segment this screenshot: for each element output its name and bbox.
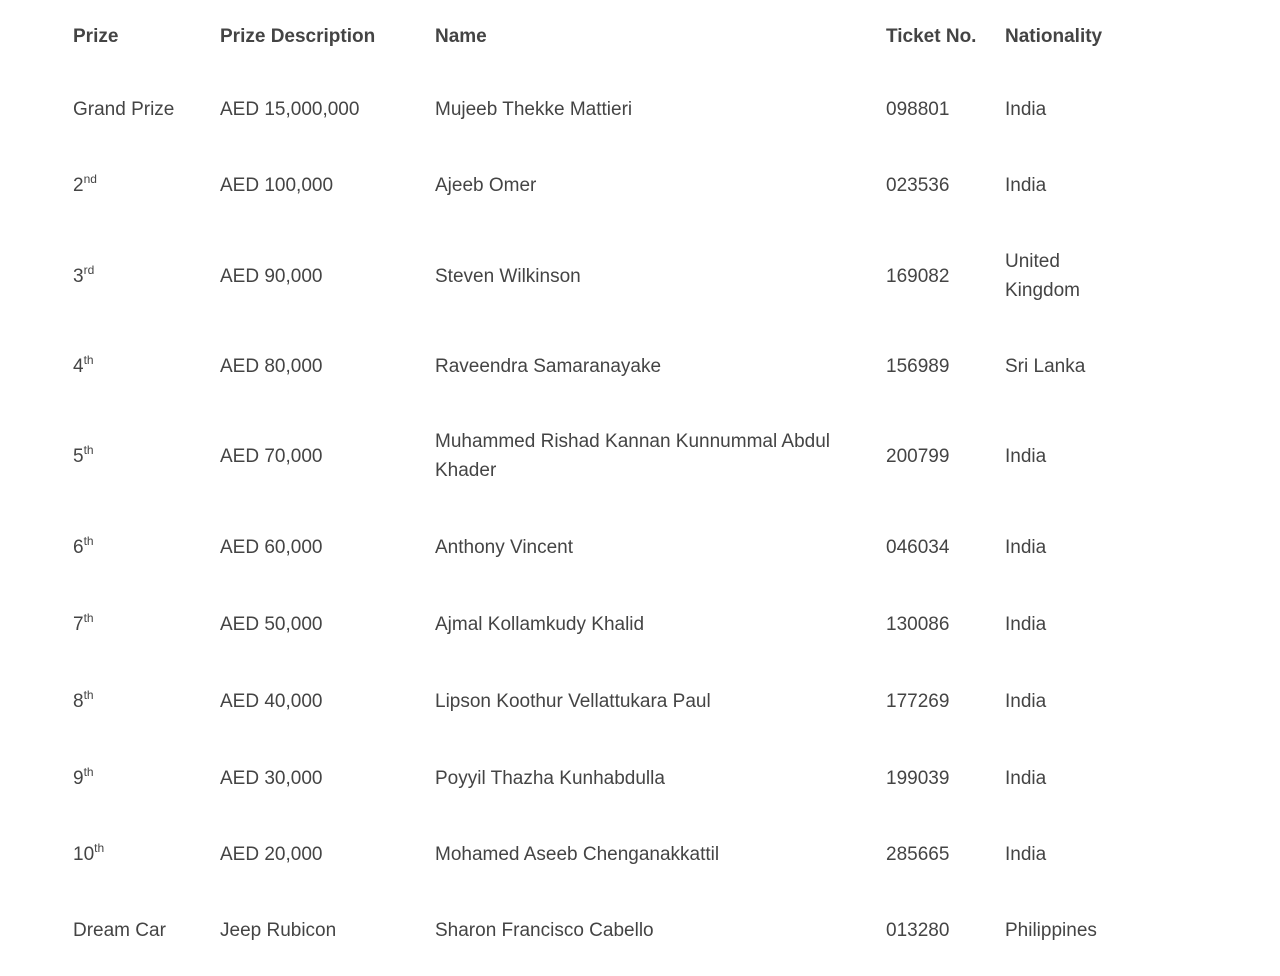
- ticket-cell: 177269: [886, 690, 950, 712]
- prize-cell: 3rd: [73, 262, 95, 287]
- description-cell: AED 60,000: [220, 536, 323, 558]
- name-cell: Raveendra Samaranayake: [435, 355, 662, 377]
- nationality-cell: India: [1005, 445, 1047, 467]
- nationality-cell: India: [1005, 767, 1047, 789]
- ticket-cell: 285665: [886, 843, 950, 865]
- prize-cell: Grand Prize: [73, 98, 175, 120]
- nationality-cell: India: [1005, 174, 1047, 196]
- description-cell: Jeep Rubicon: [220, 919, 337, 941]
- nationality-cell: India: [1005, 536, 1047, 558]
- prize-cell: 7th: [73, 610, 94, 635]
- prize-cell: 2nd: [73, 171, 97, 196]
- description-cell: AED 100,000: [220, 174, 334, 196]
- description-cell: AED 20,000: [220, 843, 323, 865]
- table-header-row: [0, 0, 1280, 72]
- description-cell: AED 90,000: [220, 265, 323, 287]
- prize-cell: 6th: [73, 533, 94, 558]
- prize-cell: 5th: [73, 442, 94, 467]
- prize-cell: 8th: [73, 687, 94, 712]
- name-cell: Steven Wilkinson: [435, 265, 581, 287]
- table-row: [0, 72, 1280, 146]
- name-cell: Sharon Francisco Cabello: [435, 919, 654, 941]
- table-row: [0, 662, 1280, 740]
- header-prize-description: Prize Description: [220, 25, 376, 47]
- nationality-cell: Philippines: [1005, 919, 1097, 941]
- name-cell: Ajmal Kollamkudy Khalid: [435, 613, 645, 635]
- prize-cell: Dream Car: [73, 919, 166, 941]
- name-cell: Mujeeb Thekke Mattieri: [435, 98, 633, 120]
- prize-cell: 10th: [73, 840, 105, 865]
- description-cell: AED 15,000,000: [220, 98, 360, 120]
- name-cell: Lipson Koothur Vellattukara Paul: [435, 690, 711, 712]
- table-row: [0, 404, 1280, 508]
- ticket-cell: 130086: [886, 613, 950, 635]
- description-cell: AED 80,000: [220, 355, 323, 377]
- table-row: [0, 508, 1280, 586]
- name-cell: Ajeeb Omer: [435, 174, 537, 196]
- nationality-cell: India: [1005, 613, 1047, 635]
- table-row: [0, 892, 1280, 968]
- ticket-cell: 098801: [886, 98, 950, 120]
- header-name: Name: [435, 25, 487, 47]
- name-cell: Mohamed Aseeb Chenganakkattil: [435, 843, 720, 865]
- nationality-cell: Sri Lanka: [1005, 355, 1086, 377]
- prize-cell: 9th: [73, 764, 94, 789]
- name-cell: Muhammed Rishad Kannan Kunnummal Abdul Khader: [435, 431, 831, 481]
- ticket-cell: 023536: [886, 174, 950, 196]
- header-nationality: Nationality: [1005, 25, 1103, 47]
- description-cell: AED 40,000: [220, 690, 323, 712]
- ticket-cell: 046034: [886, 536, 950, 558]
- description-cell: AED 70,000: [220, 445, 323, 467]
- prize-cell: 4th: [73, 352, 94, 377]
- name-cell: Poyyil Thazha Kunhabdulla: [435, 767, 665, 789]
- table-row: [0, 740, 1280, 816]
- nationality-cell: India: [1005, 690, 1047, 712]
- header-prize: Prize: [73, 25, 119, 47]
- description-cell: AED 50,000: [220, 613, 323, 635]
- ticket-cell: 169082: [886, 265, 950, 287]
- ticket-cell: 156989: [886, 355, 950, 377]
- nationality-cell: India: [1005, 843, 1047, 865]
- table-row: [0, 146, 1280, 224]
- nationality-cell: United Kingdom: [1005, 251, 1080, 301]
- ticket-cell: 200799: [886, 445, 950, 467]
- ticket-cell: 199039: [886, 767, 950, 789]
- ticket-cell: 013280: [886, 919, 950, 941]
- nationality-cell: India: [1005, 98, 1047, 120]
- table-row: [0, 816, 1280, 892]
- table-row: [0, 586, 1280, 662]
- description-cell: AED 30,000: [220, 767, 323, 789]
- name-cell: Anthony Vincent: [435, 536, 574, 558]
- table-row: [0, 328, 1280, 404]
- table-row: [0, 224, 1280, 328]
- header-ticket-no: Ticket No.: [886, 25, 977, 47]
